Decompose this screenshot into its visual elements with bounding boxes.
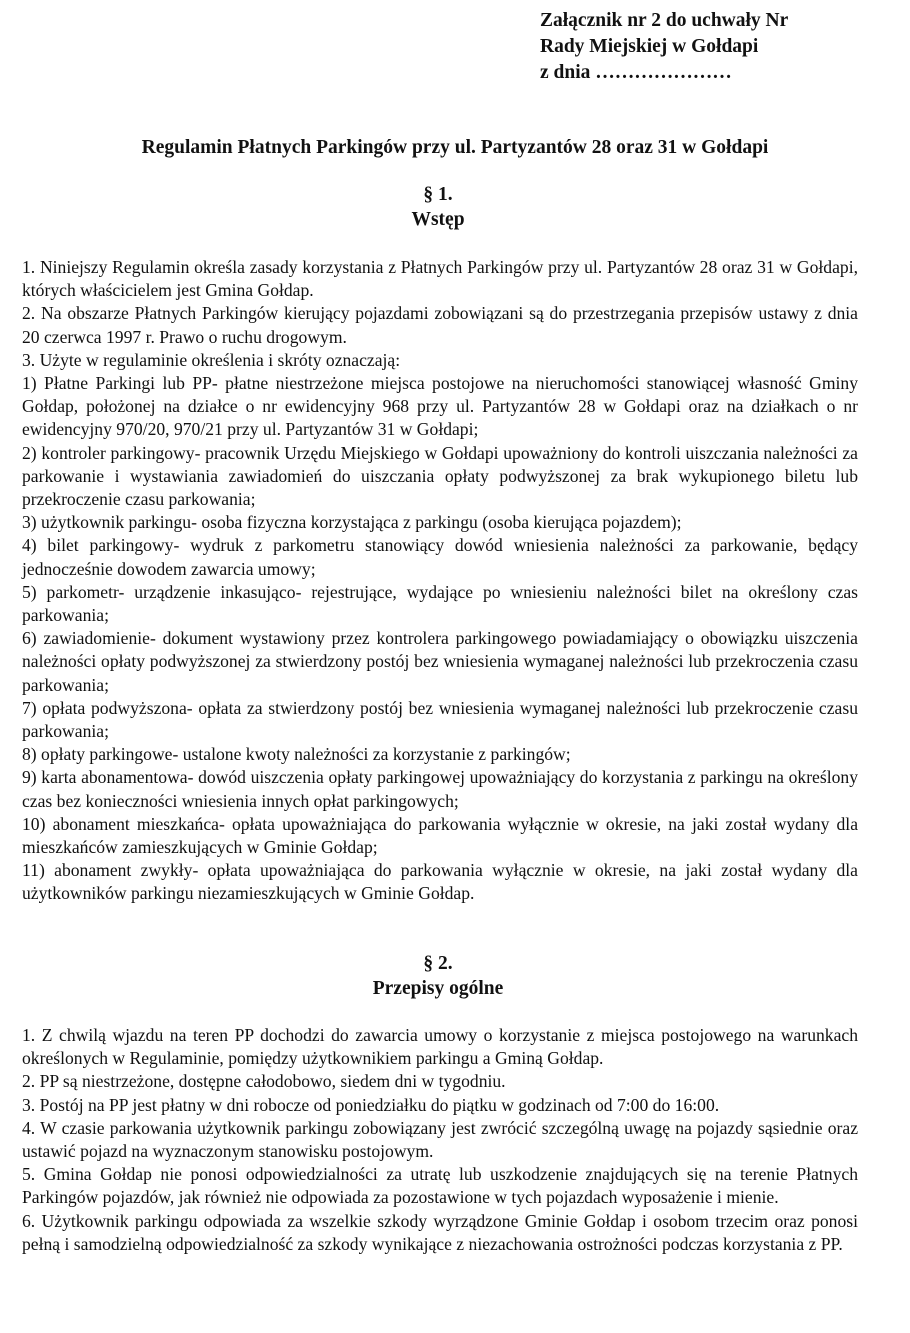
- definition-item: 11) abonament zwykły- opłata upoważniająca do parkowania wyłącznie w okresie, na jaki został wydany dla użytkowników parkingu niezamieszkujących w Gminie Gołdap.: [22, 860, 858, 904]
- paragraph: 2. Na obszarze Płatnych Parkingów kierujący pojazdami zobowiązani są do przestrzegania przepisów ustawy z dnia 20 czerwca 1997 r. Prawo o ruchu drogowym.: [22, 303, 858, 347]
- definition-item: 9) karta abonamentowa- dowód uiszczenia opłaty parkingowej upoważniający do korzystania z parkingu na określony czas bez konieczności wniesienia innych opłat parkingowych;: [22, 767, 858, 811]
- definition-item: 8) opłaty parkingowe- ustalone kwoty należności za korzystanie z parkingów;: [22, 744, 571, 765]
- section-2-title: Przepisy ogólne: [372, 978, 504, 999]
- definition-item: 10) abonament mieszkańca- opłata upoważniająca do parkowania wyłącznie w okresie, na jaki został wydany dla mieszkańców zamieszkujących w Gminie Gołdap;: [22, 813, 858, 858]
- annex-line-1: Załącznik nr 2 do uchwały Nr: [540, 10, 789, 31]
- definition-item: 4) bilet parkingowy- wydruk z parkometru stanowiący dowód wniesienia należności za parkowanie, będący jednocześnie dowodem zawarcia umowy;: [22, 535, 858, 579]
- section-1-number: § 1.: [423, 184, 453, 205]
- section-1-body: [22, 256, 858, 906]
- paragraph: 1. Z chwilą wjazdu na teren PP dochodzi do zawarcia umowy o korzystanie z miejsca postojowego na warunkach określonych w Regulaminie, pomiędzy użytkownikiem parkingu a Gminą Gołdap.: [22, 1025, 858, 1069]
- section-2-heading: [0, 951, 876, 1001]
- paragraph: 3. Użyte w regulaminie określenia i skróty oznaczają:: [22, 349, 401, 370]
- definition-item: 3) użytkownik parkingu- osoba fizyczna korzystająca z parkingu (osoba kierująca pojazdem);: [22, 512, 682, 533]
- paragraph: 4. W czasie parkowania użytkownik parkingu zobowiązany jest zwrócić szczególną uwagę na pojazdy sąsiednie oraz ustawić pojazd na wyznaczonym stanowisku postojowym.: [22, 1117, 858, 1162]
- annex-header: [540, 8, 788, 86]
- definition-item: 5) parkometr- urządzenie inkasująco- rejestrujące, wydające po wniesieniu należności bilet na określony czas parkowania;: [22, 581, 858, 626]
- section-1-heading: [0, 182, 876, 232]
- paragraph: 5. Gmina Gołdap nie ponosi odpowiedzialności za utratę lub uszkodzenie znajdujących się na terenie Płatnych Parkingów pojazdów, jak również nie odpowiada za pozostawione w tych pojazdach wyposażenie i mienie.: [22, 1164, 858, 1208]
- definition-item: 1) Płatne Parkingi lub PP- płatne niestrzeżone miejsca postojowe na nieruchomości stanowiącej własność Gminy Gołdap, położonej na działce o nr ewidencyjny 968 przy ul. Partyzantów 28 w Gołdapi oraz na działkach o nr ewidencyjny 970/20, 970/21 przy ul. Partyzantów 31 w Gołdapi;: [22, 373, 858, 440]
- definition-item: 6) zawiadomienie- dokument wystawiony przez kontrolera parkingowego powiadamiający o obowiązku uiszczenia należności opłaty podwyższonej za stwierdzony postój bez wniesienia wymaganej należności lub przekroczenia czasu parkowania;: [22, 628, 858, 695]
- section-1-title: Wstęp: [411, 209, 465, 230]
- document-title: Regulamin Płatnych Parkingów przy ul. Partyzantów 28 oraz 31 w Gołdapi: [141, 137, 769, 158]
- annex-line-2: Rady Miejskiej w Gołdapi: [540, 36, 759, 57]
- paragraph: 1. Niniejszy Regulamin określa zasady korzystania z Płatnych Parkingów przy ul. Partyzantów 28 oraz 31 w Gołdapi, których właścicielem jest Gmina Gołdap.: [22, 257, 858, 301]
- paragraph: 3. Postój na PP jest płatny w dni robocze od poniedziałku do piątku w godzinach od 7:00 do 16:00.: [22, 1094, 720, 1115]
- section-2-number: § 2.: [423, 953, 453, 974]
- paragraph: 2. PP są niestrzeżone, dostępne całodobowo, siedem dni w tygodniu.: [22, 1071, 506, 1092]
- paragraph: 6. Użytkownik parkingu odpowiada za wszelkie szkody wyrządzone Gminie Gołdap i osobom trzecim oraz ponosi pełną i samodzielną odpowiedzialność za szkody wynikające z niezachowania ostrożności podczas korzystania z PP.: [22, 1210, 858, 1254]
- annex-line-3: z dnia …………………: [540, 62, 732, 83]
- section-2-body: [22, 1024, 858, 1256]
- definition-item: 7) opłata podwyższona- opłata za stwierdzony postój bez wniesienia wymaganej należności lub przekroczenie czasu parkowania;: [22, 697, 858, 742]
- definition-item: 2) kontroler parkingowy- pracownik Urzędu Miejskiego w Gołdapi upoważniony do kontroli uiszczania należności za parkowanie i wystawiania zawiadomień do uiszczania opłaty podwyższonej za brak wykupionego biletu lub przekroczenie czasu parkowania;: [22, 442, 858, 510]
